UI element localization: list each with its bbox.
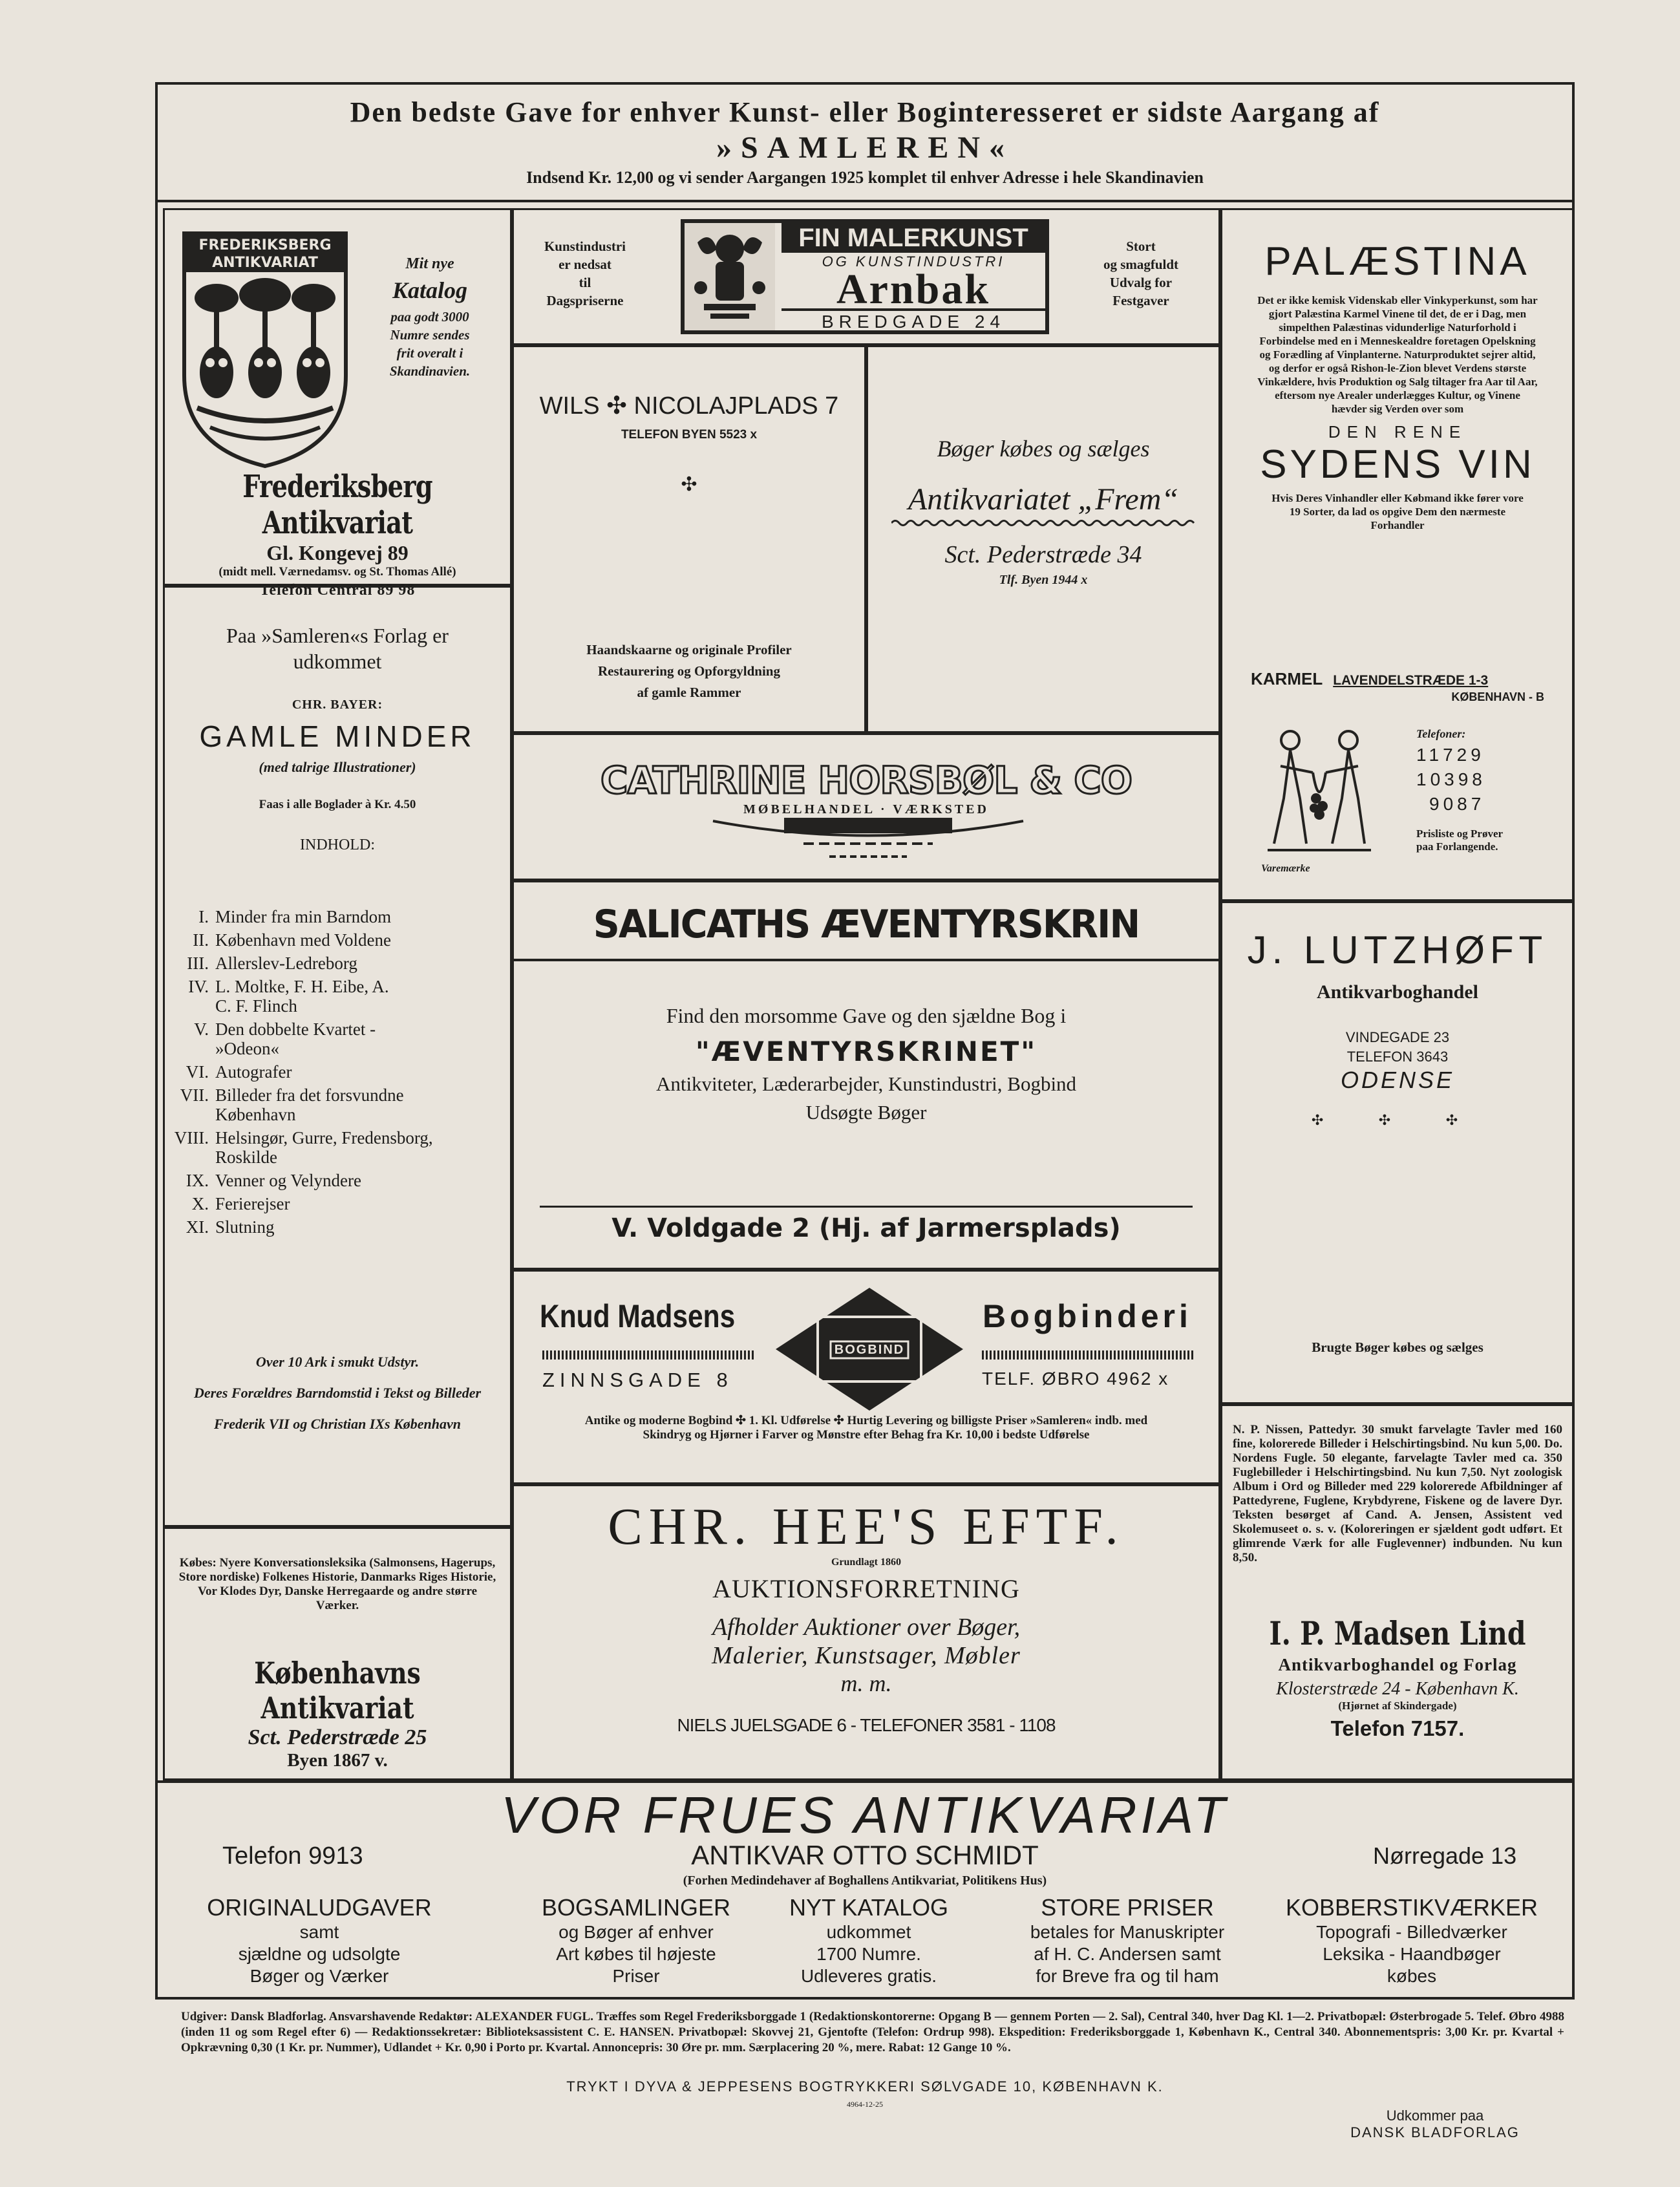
palaestina-ask: Hvis Deres Vinhandler eller Købmand ikke fører vore 19 Sorter, da lad os opgive Dem den nærmeste Forhandler: [1271, 492, 1524, 531]
vorfrues-owner: ANTIKVAR OTTO SCHMIDT: [691, 1840, 1039, 1870]
hee-address: NIELS JUELSGADE 6 - TELEFONER 3581 - 1108: [677, 1715, 1056, 1735]
vorfrues-col-1-head: ORIGINALUDGAVER: [207, 1894, 432, 1921]
salicath-title: SALICATHS ÆVENTYRSKRIN: [593, 902, 1140, 947]
salicath-line4: Udsøgte Bøger: [805, 1101, 927, 1124]
arnbak-logo-addr: BREDGADE 24: [782, 308, 1045, 333]
salicath-ad: [512, 880, 1220, 1270]
frem-name: Antikvariatet „Frem“: [908, 482, 1179, 517]
vorfrues-col-4-head: STORE PRISER: [1041, 1894, 1214, 1921]
hee-desc1: Afholder Auktioner over Bøger,: [712, 1614, 1021, 1641]
arnbak-right-2: og smagfuldt: [1103, 257, 1179, 272]
vorfrues-col-1: [203, 1894, 436, 1987]
knudmadsen-ad: [512, 1270, 1220, 1484]
frem-wavy-underline: [891, 518, 1195, 528]
frederiksberg-catalog-text: [359, 255, 501, 380]
footer-code: 4964-12-25: [847, 2100, 883, 2109]
horsbol-sub: MØBELHANDEL · VÆRKSTED: [743, 802, 989, 816]
footer-printer: TRYKT I DYVA & JEPPESENS BOGTRYKKERI SØLVGADE 10, KØBENHAVN K.: [566, 2078, 1164, 2095]
vorfrues-col-2: [526, 1894, 746, 1987]
gamle-minder-toc: [165, 903, 488, 1241]
wils-ad: [512, 345, 866, 733]
vorfrues-col-4-line: betales for Manuskripter: [1030, 1922, 1225, 1942]
frem-ad: [866, 345, 1220, 733]
toc-row: [165, 977, 488, 1016]
gamle-minder-title: GAMLE MINDER: [199, 720, 476, 753]
frederiksberg-logo: [178, 227, 352, 473]
toc-num: XI.: [186, 1217, 209, 1237]
frederiksberg-desc-4: Skandinavien.: [389, 363, 471, 379]
frederiksberg-desc-1: paa godt 3000: [390, 309, 469, 325]
toc-text: Venner og Velyndere: [215, 1171, 361, 1190]
kbh-antikvariat-phone: Byen 1867 v.: [287, 1750, 388, 1771]
toc-row: [165, 954, 488, 973]
kbh-antikvariat-koebes: Købes: Nyere Konversationsleksika (Salmonsens, Hagerups, Store nordiske) Folkenes Historie, Danmarks Riges Historie, Vor Klodes Dyr, Danske Herregaarde og andre større Værker.: [178, 1556, 496, 1612]
palaestina-karmel: KARMEL: [1251, 669, 1323, 688]
knudmadsen-right: Bogbinderi: [983, 1298, 1192, 1334]
wils-title: WILS ✣ NICOLAJPLADS 7: [539, 392, 839, 420]
toc-text: Billeder fra det forsvundne København: [215, 1085, 404, 1124]
hee-name: CHR. HEE'S EFTF.: [608, 1499, 1125, 1555]
lutzhoft-name: J. LUTZHØFT: [1247, 928, 1548, 972]
madsenlind-name: I. P. Madsen Lind: [1269, 1614, 1526, 1652]
palaestina-title: PALÆSTINA: [1264, 239, 1531, 284]
palaestina-phone-2: 10398: [1416, 769, 1486, 789]
vorfrues-col-3-line: 1700 Numre.: [816, 1944, 921, 1964]
toc-text: København med Voldene: [215, 930, 391, 950]
gamle-minder-intro: Paa »Samleren«s Forlag er udkommet: [226, 624, 449, 673]
toc-text: Den dobbelte Kvartet - »Odeon«: [215, 1019, 376, 1058]
toc-row: [165, 930, 488, 950]
vorfrues-col-1-line: sjældne og udsolgte: [238, 1944, 401, 1964]
vorfrues-ad: [158, 1780, 1572, 1997]
lutzhoft-city: ODENSE: [1340, 1067, 1455, 1093]
lutzhoft-ad: [1220, 901, 1575, 1404]
toc-num: V.: [194, 1019, 209, 1039]
palaestina-den-rene: DEN RENE: [1328, 422, 1467, 442]
vorfrues-title: VOR FRUES ANTIKVARIAT: [500, 1786, 1229, 1844]
toc-row: [165, 1171, 488, 1190]
palaestina-telefoner: Telefoner:: [1416, 727, 1466, 740]
arnbak-logo-mid: OG KUNSTINDUSTRI: [822, 253, 1005, 270]
salicath-address-rule: [540, 1206, 1193, 1208]
header-title: »SAMLEREN«: [716, 131, 1014, 165]
header-line3: Indsend Kr. 12,00 og vi sender Aargangen 1925 komplet til enhver Adresse i hele Skandinavien: [526, 168, 1204, 187]
vorfrues-col-4-line: af H. C. Andersen samt: [1034, 1944, 1221, 1964]
palaestina-body: Det er ikke kemisk Videnskab eller Vinkyperkunst, som har gjort Palæstina Karmel Vinene til det, de er i Dag, men simpelthen Palæstinas vidunderlige Naturforhold i Forbindelse med en i Menneskealdre foretagen Opelskning og Forædling af Vinplanterne. Naturproduktet sejrer altid, og derfor er også Rishon-le-Zion blevet Verdens største Vinkældere, hvis Produktion og Salg tiltager fra Aar til Aar, eftersom nye Arealer underlægges Kultur, og Vinene hævder sig Verden over som: [1257, 294, 1538, 415]
kbh-antikvariat-ad: [163, 1527, 512, 1780]
vorfrues-col-1-line: samt: [299, 1922, 339, 1942]
salicath-line1: Find den morsomme Gave og den sjældne Bog i: [666, 1004, 1067, 1027]
horsbol-ad: [512, 733, 1220, 880]
hee-desc2: Malerier, Kunstsager, Møbler: [712, 1642, 1021, 1669]
gamle-minder-extra1: Over 10 Ark i smukt Udstyr.: [255, 1354, 420, 1370]
header-line1: Den bedste Gave for enhver Kunst- eller Boginteresseret er sidste Aargang af: [350, 96, 1380, 128]
vorfrues-col-2-line: og Bøger af enhver: [558, 1922, 714, 1942]
madsenlind-phone: Telefon 7157.: [1330, 1716, 1465, 1740]
frem-phone: Tlf. Byen 1944 x: [999, 573, 1088, 587]
toc-num: III.: [187, 954, 209, 973]
toc-text: Allerslev-Ledreborg: [215, 954, 357, 973]
hee-desc3: m. m.: [840, 1670, 892, 1696]
toc-row: [165, 907, 488, 926]
madsenlind-body: N. P. Nissen, Pattedyr. 30 smukt farvelagte Tavler med 160 fine, kolorerede Billeder i Helschirtingsbind. Nu kun 5,00. Do. Nordens Fugle. 50 elegante, farvelagte Tavler med ca. 350 Fuglebilleder i Helschirtingsbind. Nu kun 7,50. Nyt zoologisk Album i Ord og Billeder med 229 kolorerede Afbildninger af Pattedyrene, Fuglene, Krybdyrene, Fiskene og de lavere Dyr. Teksten besørget af Cand. A. Jensen, Assistent ved Skolemuseet o. s. v. (Koloreringen er sjældent godt udført. Et glimrende Værk for alle Fuglevenner) indbunden. Nu kun 8,50.: [1233, 1423, 1562, 1564]
arnbak-logo-top: FIN MALERKUNST: [782, 223, 1045, 253]
arnbak-right-3: Udvalg for: [1109, 275, 1173, 290]
toc-text: L. Moltke, F. H. Eibe, A. C. F. Flinch: [215, 977, 389, 1016]
toc-row: [165, 1128, 488, 1167]
arnbak-logo: [681, 219, 1049, 334]
vorfrues-col-5-line: Leksika - Haandbøger: [1323, 1944, 1501, 1964]
vorfrues-col-3-line: udkommet: [826, 1922, 911, 1942]
vorfrues-col-3-head: NYT KATALOG: [789, 1894, 949, 1921]
palaestina-prisliste-1: Prisliste og Prøver: [1416, 827, 1504, 840]
madsenlind-street: Klosterstræde 24 - København K.: [1276, 1679, 1519, 1699]
toc-row: [165, 1194, 488, 1213]
frederiksberg-ad: [163, 208, 512, 599]
knudmadsen-left-pattern: [542, 1350, 756, 1360]
vorfrues-col-4-line: for Breve fra og til ham: [1036, 1966, 1219, 1986]
toc-num: X.: [191, 1194, 209, 1213]
vorfrues-col-4: [992, 1894, 1263, 1987]
header-divider: [155, 200, 1575, 202]
lutzhoft-phone: TELEFON 3643: [1346, 1049, 1449, 1065]
gamle-minder-extra2: Deres Forældres Barndomstid i Tekst og Billeder: [193, 1385, 482, 1401]
frederiksberg-name: Frederiksberg Antikvariat: [242, 469, 432, 541]
hee-grundlagt: Grundlagt 1860: [831, 1557, 901, 1568]
wils-desc-2: Restaurering og Opforgyldning: [598, 663, 780, 679]
madsenlind-sub: Antikvarboghandel og Forlag: [1278, 1655, 1517, 1674]
gamle-minder-indhold: INDHOLD:: [300, 837, 375, 853]
madsenlind-corner: (Hjørnet af Skindergade): [1338, 1700, 1457, 1712]
frederiksberg-contact: [165, 469, 510, 599]
gamle-minder-ad: [163, 586, 512, 1527]
palaestina-varemaerke: Varemærke: [1261, 863, 1310, 874]
toc-num: I.: [198, 907, 209, 926]
toc-text: Autografer: [215, 1062, 292, 1082]
vorfrues-col-3: [765, 1894, 972, 1987]
toc-num: IX.: [186, 1171, 209, 1190]
toc-row: [165, 1217, 488, 1237]
header: [158, 96, 1572, 187]
knudmadsen-desc: Antike og moderne Bogbind ✣ 1. Kl. Udførelse ✣ Hurtig Levering og billigste Priser »Samleren« indb. med Skindryg og Hjørner i Farver og Mønstre efter Behag fra Kr. 10,00 i bedste Udførelse: [584, 1414, 1148, 1442]
vorfrues-former: (Forhen Medindehaver af Boghallens Antikvariat, Politikens Hus): [683, 1873, 1047, 1888]
gamle-minder-price: Faas i alle Boglader à Kr. 4.50: [259, 798, 416, 811]
palaestina-ad: [1220, 208, 1575, 901]
palaestina-street: LAVENDELSTRÆDE 1-3: [1333, 673, 1489, 688]
svg-text:FREDERIKSBERG: FREDERIKSBERG: [198, 237, 332, 253]
vorfrues-col-2-head: BOGSAMLINGER: [541, 1894, 731, 1921]
toc-text: Slutning: [215, 1217, 275, 1237]
toc-row: [165, 1019, 488, 1058]
frederiksberg-desc-3: frit overalt i: [396, 345, 463, 361]
knudmadsen-left: Knud Madsens: [540, 1298, 736, 1334]
toc-row: [165, 1062, 488, 1082]
vorfrues-col-5-head: KOBBERSTIKVÆRKER: [1285, 1894, 1538, 1921]
wils-desc: [514, 639, 864, 703]
madsenlind-ad: [1220, 1404, 1575, 1780]
lutzhoft-street: VINDEGADE 23: [1345, 1029, 1450, 1045]
hee-ad: [512, 1484, 1220, 1780]
footer-publisher-1: Udkommer paa: [1386, 2107, 1484, 2124]
arnbak-ad: [512, 208, 1220, 345]
wils-star-icon: ✣: [681, 474, 697, 495]
arnbak-right-1: Stort: [1126, 239, 1156, 254]
palaestina-phone-1: 11729: [1416, 745, 1485, 765]
frederiksberg-address: Gl. Kongevej 89: [266, 541, 409, 564]
toc-num: VI.: [186, 1062, 209, 1082]
vorfrues-col-1-line: Bøger og Værker: [250, 1966, 389, 1986]
gamle-minder-extra3: Frederik VII og Christian IXs København: [213, 1416, 462, 1432]
frederiksberg-desc-2: Numre sendes: [390, 327, 470, 343]
vorfrues-address: Nørregade 13: [1373, 1842, 1517, 1869]
arnbak-logo-name: Arnbak: [836, 266, 991, 313]
toc-num: VII.: [180, 1085, 209, 1105]
frem-line1: Bøger købes og sælges: [937, 436, 1150, 462]
arnbak-emblem-icon: [685, 223, 775, 330]
frederiksberg-phone: Telefon Central 89 98: [259, 582, 416, 599]
toc-num: VIII.: [174, 1128, 209, 1147]
vorfrues-col-5-line: Topografi - Billedværker: [1316, 1922, 1507, 1942]
toc-text: Minder fra min Barndom: [215, 907, 392, 926]
vorfrues-col-3-line: Udleveres gratis.: [800, 1966, 937, 1986]
salicath-title-rule: [514, 959, 1218, 961]
salicath-address: V. Voldgade 2 (Hj. af Jarmersplads): [611, 1213, 1121, 1243]
arnbak-left-2: er nedsat: [558, 257, 611, 272]
knudmadsen-right-pattern: [982, 1350, 1195, 1360]
wils-desc-1: Haandskaarne og originale Profiler: [586, 642, 792, 657]
palaestina-city: KØBENHAVN - B: [1451, 690, 1544, 703]
vorfrues-col-2-line: Art købes til højeste: [556, 1944, 716, 1964]
lutzhoft-stars: ✣ ✣ ✣: [1311, 1112, 1484, 1128]
arnbak-left-text: [520, 237, 650, 310]
toc-num: II.: [193, 930, 209, 950]
vorfrues-col-5-line: købes: [1387, 1966, 1437, 1986]
arnbak-right-text: [1070, 237, 1212, 310]
arnbak-left-1: Kunstindustri: [544, 239, 626, 254]
frem-address: Sct. Pederstræde 34: [944, 541, 1142, 568]
knudmadsen-phone: TELF. ØBRO 4962 x: [982, 1369, 1169, 1389]
knudmadsen-street: ZINNSGADE 8: [542, 1369, 733, 1391]
arnbak-right-4: Festgaver: [1112, 293, 1169, 308]
knudmadsen-logo-text: BOGBIND: [834, 1343, 905, 1357]
lutzhoft-brugte: Brugte Bøger købes og sælges: [1312, 1339, 1483, 1355]
hee-type: AUKTIONSFORRETNING: [712, 1574, 1020, 1603]
kbh-antikvariat-name: Københavns Antikvariat: [254, 1656, 421, 1725]
toc-num: IV.: [188, 977, 209, 996]
horsbol-name: CATHRINE HORSBØL & CO: [600, 758, 1132, 802]
gamle-minder-author: CHR. BAYER:: [292, 698, 383, 712]
footer-publisher-2: DANSK BLADFORLAG: [1350, 2124, 1520, 2140]
frederiksberg-address2: (midt mell. Værnedamsv. og St. Thomas Allé): [218, 565, 456, 579]
frederiksberg-mit-nye: Mit nye: [405, 255, 454, 272]
toc-text: Helsingør, Gurre, Fredensborg, Roskilde: [215, 1128, 433, 1167]
footer-colophon: Udgiver: Dansk Bladforlag. Ansvarshavende Redaktør: ALEXANDER FUGL. Træffes som Regel Frederiksborggade 1 (Redaktionskontorerne: Opgang B — gennem Porten — 2. Sal), Central 340, hver Dag Kl. 1—2. Privatbopæl: Østerbrogade 5. Telef. Øbro 4988 (inden 11 og som Regel efter 6) — Redaktionssekretær: Biblioteksassistent C. E. HANSEN. Privatbopæl: Skovvej 21, Gjentofte (Telefon: Ordrup 998). Ekspedition: Frederiksborggade 1, København K., Central 340. Abonnementspris: 3,00 Kr. pr. Kvartal + Opkrævning 0,30 (1 Kr. pr. Nummer), Udlandet + Kr. 0,90 i Porto pr. Kvartal. Annoncepris: 30 Øre pr. mm. Særplacering 20 %, mere. Rabat: 12 Gange 10 %.: [181, 2010, 1564, 2054]
arnbak-left-3: til: [579, 275, 591, 290]
toc-row: [165, 1085, 488, 1124]
toc-text: Ferierejser: [215, 1194, 290, 1213]
kbh-antikvariat-street: Sct. Pederstræde 25: [248, 1725, 427, 1749]
gamle-minder-subtitle: (med talrige Illustrationer): [259, 759, 416, 775]
palaestina-trademark-icon: [1255, 721, 1384, 863]
salicath-line2: "ÆVENTYRSKRINET": [695, 1036, 1037, 1067]
vorfrues-phone: Telefon 9913: [222, 1842, 363, 1870]
wils-desc-3: af gamle Rammer: [637, 685, 741, 700]
vorfrues-col-5: [1276, 1894, 1547, 1987]
salicath-line3: Antikviteter, Læderarbejder, Kunstindustri, Bogbind: [655, 1072, 1077, 1095]
palaestina-prisliste-2: paa Forlangende.: [1416, 840, 1498, 853]
lutzhoft-sub: Antikvarboghandel: [1316, 981, 1479, 1003]
frederiksberg-katalog: Katalog: [392, 277, 467, 303]
arnbak-left-4: Dagspriserne: [546, 293, 624, 308]
svg-text:ANTIKVARIAT: ANTIKVARIAT: [212, 255, 318, 271]
vorfrues-col-2-line: Priser: [612, 1966, 660, 1986]
palaestina-phone-3: 9087: [1429, 794, 1485, 814]
palaestina-sydens-vin: SYDENS VIN: [1260, 442, 1535, 487]
wils-phone: TELEFON BYEN 5523 x: [621, 428, 758, 442]
